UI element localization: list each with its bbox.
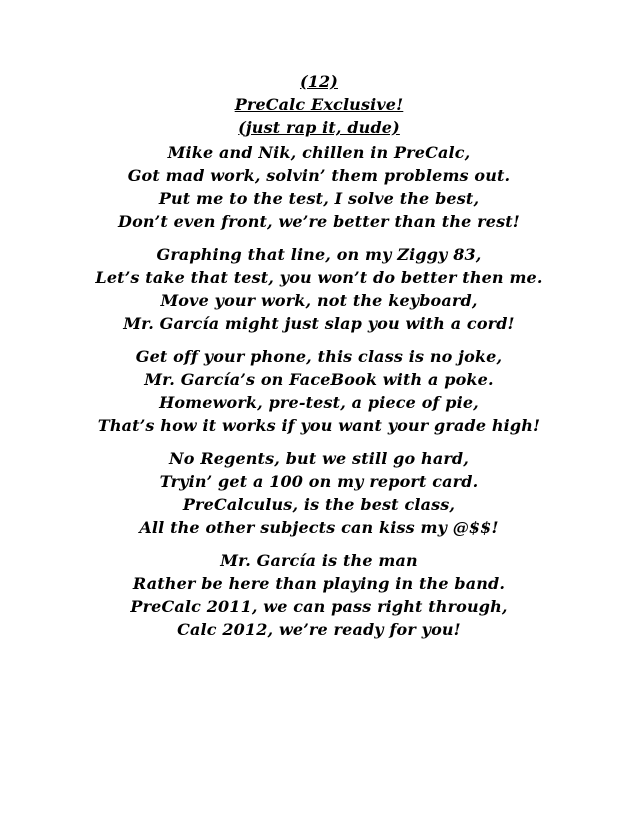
stanza-4 — [0, 447, 638, 539]
poem-line: Calc 2012, we’re ready for you! — [177, 620, 461, 639]
stanza-2 — [0, 243, 638, 335]
poem-line: Mr. García’s on FaceBook with a poke. — [144, 370, 494, 389]
poem-line: Get off your phone, this class is no joke, — [135, 347, 503, 366]
poem-line: That’s how it works if you want your grade high! — [97, 416, 541, 435]
poem-subtitle: (just rap it, dude) — [238, 118, 400, 137]
poem-line: Put me to the test, I solve the best, — [158, 189, 480, 208]
poem-number: (12) — [299, 72, 338, 91]
stanza-1 — [0, 141, 638, 233]
poem-line: Tryin’ get a 100 on my report card. — [159, 472, 479, 491]
poem-line: Graphing that line, on my Ziggy 83, — [156, 245, 482, 264]
poem-body — [0, 141, 638, 651]
poem-line: Mr. García might just slap you with a cord! — [123, 314, 515, 333]
poem-line: Mr. García is the man — [220, 551, 418, 570]
poem-line: Got mad work, solvin’ them problems out. — [127, 166, 511, 185]
poem-line: Mike and Nik, chillen in PreCalc, — [167, 143, 471, 162]
poem-line: Move your work, not the keyboard, — [160, 291, 478, 310]
poem-line: Homework, pre-test, a piece of pie, — [159, 393, 479, 412]
poem-line: Let’s take that test, you won’t do better then me. — [95, 268, 543, 287]
poem-line: Don’t even front, we’re better than the rest! — [118, 212, 520, 231]
poem-header — [0, 70, 638, 139]
stanza-3 — [0, 345, 638, 437]
stanza-5 — [0, 549, 638, 641]
poem-line: No Regents, but we still go hard, — [169, 449, 469, 468]
poem-line: All the other subjects can kiss my @$$! — [139, 518, 499, 537]
poem-line: Rather be here than playing in the band. — [132, 574, 506, 593]
poem-line: PreCalculus, is the best class, — [182, 495, 456, 514]
poem-title: PreCalc Exclusive! — [234, 95, 404, 114]
poem-line: PreCalc 2011, we can pass right through, — [130, 597, 508, 616]
